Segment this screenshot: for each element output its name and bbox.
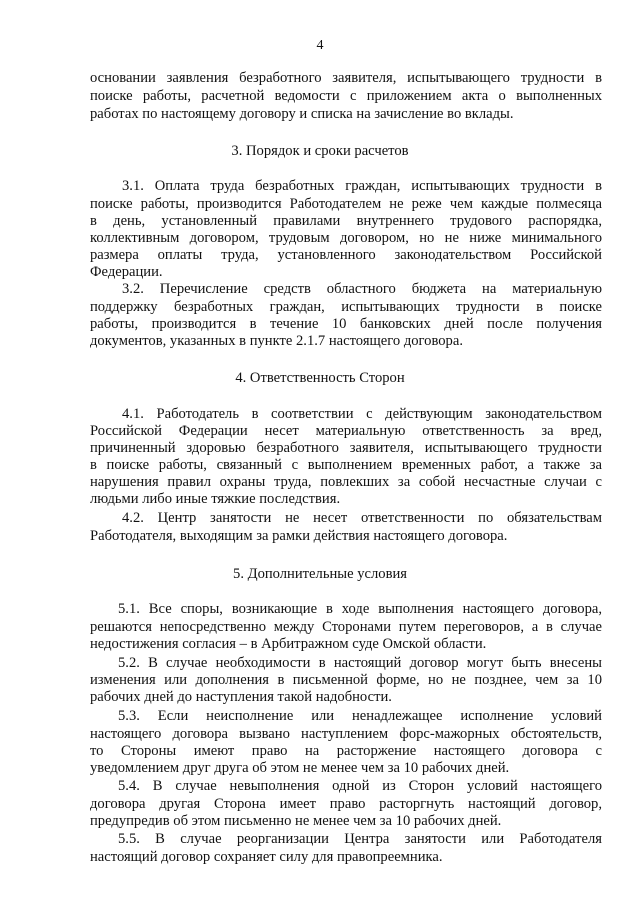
text-line: изменения или дополнения в письменной форме, но не позднее, чем за 10	[90, 672, 602, 688]
text-line: 5.3. Если неисполнение или ненадлежащее исполнение условий	[118, 708, 602, 724]
text-line: настоящего договора вызвано наступлением форс-мажорных обстоятельств,	[90, 726, 602, 742]
text-line: Работодателя, выходящим за рамки действия настоящего договора.	[90, 528, 508, 544]
text-line: 5.1. Все споры, возникающие в ходе выполнения настоящего договора,	[118, 601, 602, 617]
text-line: в день, установленный правилами внутреннего трудового распорядка,	[90, 213, 602, 229]
text-line: предупредив об этом письменно не менее чем за 10 рабочих дней.	[90, 813, 502, 829]
text-line: 4.1. Работодатель в соответствии с действующим законодательством	[122, 406, 602, 422]
text-line: поиске работы, расчетной ведомости с приложением акта о выполненных	[90, 88, 602, 104]
text-line: 5.5. В случае реорганизации Центра занятости или Работодателя	[118, 831, 602, 847]
section-heading: 3. Порядок и сроки расчетов	[231, 143, 409, 159]
text-line: уведомлением друг друга об этом не менее чем за 10 рабочих дней.	[90, 760, 510, 776]
section-heading: 5. Дополнительные условия	[233, 566, 407, 582]
text-line: причиненный здоровью безработного заявителя, испытывающего трудности	[90, 440, 602, 456]
text-line: работах по настоящему договору и списка на зачисление во вклады.	[90, 106, 514, 122]
text-line: нарушения правил охраны труда, повлекших за собой несчастные случаи с	[90, 474, 602, 490]
text-line: Российской Федерации несет материальную ответственность за вред,	[90, 423, 602, 439]
text-line: поддержку безработных граждан, испытывающих трудности в поиске	[90, 299, 602, 315]
page-number: 4	[316, 38, 324, 53]
text-line: работы, производится в течение 10 банковских дней после получения	[90, 316, 602, 332]
section-heading: 4. Ответственность Сторон	[235, 370, 405, 386]
text-line: рабочих дней до наступления такой надобности.	[90, 689, 392, 705]
text-line: договора другая Сторона имеет право расторгнуть настоящий договор,	[90, 796, 602, 812]
text-line: коллективным договором, трудовым договором, но не ниже минимального	[90, 230, 602, 246]
text-line: недостижения согласия – в Арбитражном суде Омской области.	[90, 636, 487, 652]
text-line: 5.4. В случае невыполнения одной из Сторон условий настоящего	[118, 778, 602, 794]
text-line: поиске работы, производится Работодателем не реже чем каждые полмесяца	[90, 196, 602, 212]
text-line: основании заявления безработного заявителя, испытывающего трудности в	[90, 70, 602, 86]
text-line: 5.2. В случае необходимости в настоящий договор могут быть внесены	[118, 655, 602, 671]
text-line: решаются непосредственно между Сторонами путем переговоров, а в случае	[90, 619, 602, 635]
text-line: документов, указанных в пункте 2.1.7 настоящего договора.	[90, 333, 463, 349]
text-line: 3.2. Перечисление средств областного бюджета на материальную	[122, 281, 602, 297]
text-line: Федерации.	[90, 264, 163, 280]
text-line: настоящий договор сохраняет силу для правопреемника.	[90, 849, 443, 865]
text-line: размера оплаты труда, установленного законодательством Российской	[90, 247, 602, 263]
text-line: 3.1. Оплата труда безработных граждан, испытывающих трудности в	[122, 178, 602, 194]
text-line: в поиске работы, связанный с выполнением временных работ, а также за	[90, 457, 602, 473]
text-line: 4.2. Центр занятости не несет ответственности по обязательствам	[122, 510, 602, 526]
text-line: людьми либо иные тяжкие последствия.	[90, 491, 341, 507]
text-line: то Стороны имеют право на расторжение настоящего договора с	[90, 743, 602, 759]
